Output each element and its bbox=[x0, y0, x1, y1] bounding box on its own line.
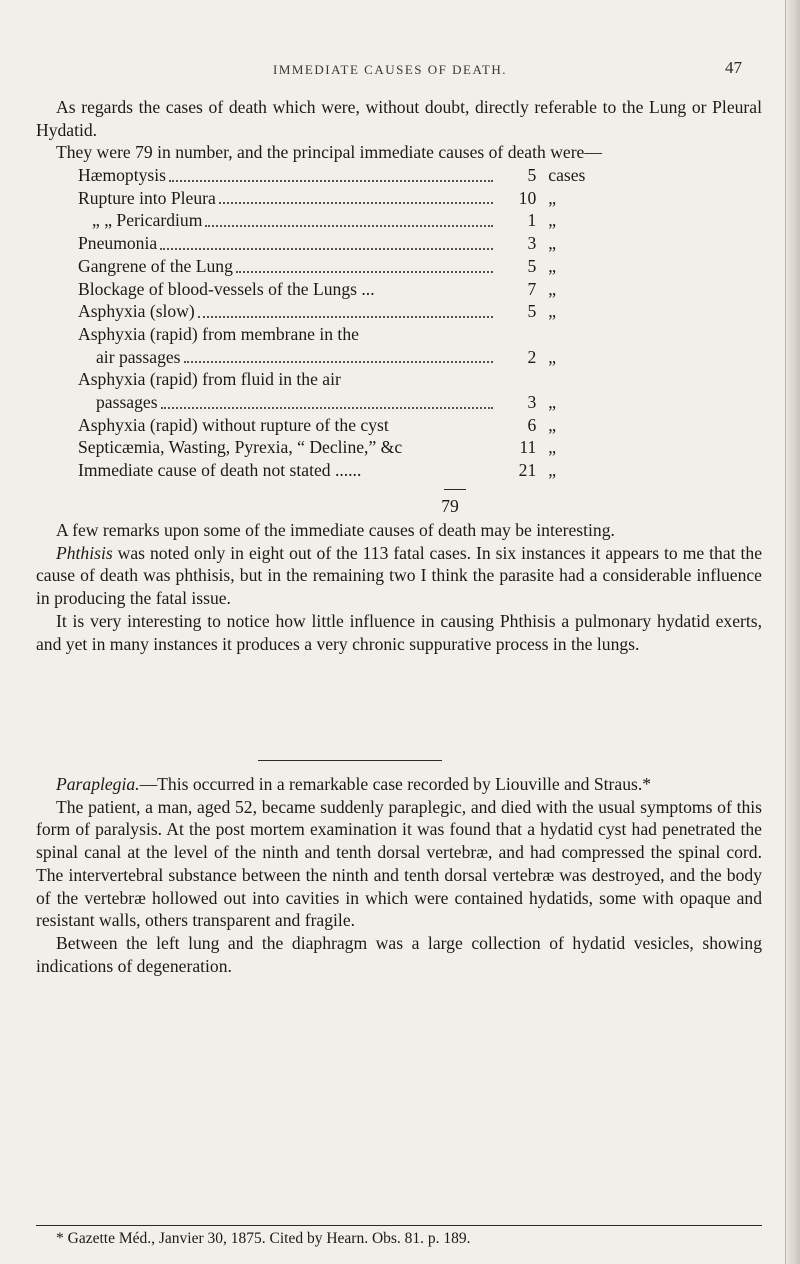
cause-label: Hæmoptysis bbox=[78, 165, 166, 185]
cause-unit: „ bbox=[548, 346, 557, 367]
paraplegia-paragraph-3: Between the left lung and the diaphragm was a large collection of hydatid vesicles, showing indications of degeneration. bbox=[36, 932, 762, 976]
leader-dots bbox=[219, 202, 494, 204]
cause-label: Gangrene of the Lung bbox=[78, 255, 233, 276]
cause-label: Rupture into Pleura bbox=[78, 187, 216, 208]
footnote: * Gazette Méd., Janvier 30, 1875. Cited by Hearn. Obs. 81. p. 189. bbox=[56, 1230, 471, 1247]
cause-row-continuation bbox=[78, 391, 618, 414]
cause-label-cont: air passages bbox=[96, 346, 181, 367]
cause-row bbox=[78, 209, 618, 232]
cause-unit: „ bbox=[548, 233, 557, 254]
cause-label: Asphyxia (rapid) without rupture of the cyst bbox=[78, 414, 389, 435]
phthisis-text: was noted only in eight out of the 113 fatal cases. In six instances it appears to me that the cause of death was phthisis, but in the remaining two I think the parasite had a considerable influence in producing the fatal issue. bbox=[36, 542, 762, 609]
cause-count: 1 bbox=[527, 210, 537, 231]
leader-dots bbox=[161, 407, 494, 409]
cause-row bbox=[78, 232, 618, 255]
cause-count: 11 bbox=[519, 437, 537, 458]
cause-unit: „ bbox=[548, 278, 557, 299]
cause-label: „ „ Pericardium bbox=[92, 210, 203, 231]
intro-paragraph-1: As regards the cases of death which were, without doubt, directly referable to the Lung or Pleural Hydatid. bbox=[36, 97, 762, 140]
intro-section bbox=[36, 96, 762, 164]
cause-row-first-line bbox=[78, 323, 618, 346]
cause-row bbox=[78, 255, 618, 278]
cause-count: 3 bbox=[527, 392, 537, 413]
paraplegia-text: —This occurred in a remarkable case recorded by Liouville and Straus.* bbox=[139, 774, 652, 794]
cause-row bbox=[78, 459, 618, 482]
cause-row bbox=[78, 414, 618, 437]
intro-paragraph-2: They were 79 in number, and the principal immediate causes of death were— bbox=[56, 142, 602, 163]
cause-label: Septicæmia, Wasting, Pyrexia, “ Decline,” &c bbox=[78, 437, 403, 458]
page-number: 47 bbox=[725, 58, 742, 77]
cause-count: 10 bbox=[518, 187, 537, 208]
cause-unit: „ bbox=[548, 255, 557, 276]
paraplegia-paragraph-2: The patient, a man, aged 52, became suddenly paraplegic, and died with the usual symptoms of this form of paralysis. At the post mortem examination it was found that a hydatid cyst had penetrated the spinal canal at the level of the ninth and tenth dorsal vertebræ, and had compressed the spinal cord. The intervertebral substance between the ninth and tenth dorsal vertebræ was destroyed, and the body of the vertebræ hollowed out into cavities in which were contained hydatids, some with opaque and resistant walls, others transparent and fragile. bbox=[36, 796, 762, 931]
cause-label: Asphyxia (slow) bbox=[78, 301, 195, 322]
cause-row bbox=[78, 278, 618, 301]
cause-unit: cases bbox=[548, 165, 586, 185]
leader-dots bbox=[160, 248, 493, 250]
cause-count: 2 bbox=[527, 346, 537, 367]
paraplegia-section bbox=[36, 773, 762, 977]
section-separator bbox=[258, 760, 442, 761]
remarks-section bbox=[36, 519, 762, 655]
cause-label: Pneumonia bbox=[78, 233, 158, 254]
cause-row bbox=[78, 164, 618, 187]
cause-count: 7 bbox=[527, 278, 537, 299]
cause-count: 6 bbox=[527, 414, 537, 435]
cause-label-cont: passages bbox=[96, 392, 158, 413]
causes-table bbox=[78, 164, 618, 482]
cause-row bbox=[78, 300, 618, 323]
page-edge bbox=[785, 0, 800, 1264]
cause-row bbox=[78, 436, 618, 459]
phthisis-term: Phthisis bbox=[56, 542, 113, 563]
cause-row-first-line bbox=[78, 368, 618, 391]
running-head: IMMEDIATE CAUSES OF DEATH. bbox=[272, 62, 507, 77]
total-count: 79 bbox=[441, 496, 459, 516]
phthisis-paragraph bbox=[36, 542, 762, 610]
cause-count: 3 bbox=[527, 233, 537, 254]
cause-row-continuation bbox=[78, 346, 618, 369]
cause-label: Blockage of blood-vessels of the Lungs ... bbox=[78, 278, 375, 299]
cause-unit: „ bbox=[548, 187, 557, 208]
cause-count: 5 bbox=[527, 301, 537, 322]
leader-dots bbox=[169, 180, 493, 182]
cause-count: 5 bbox=[527, 255, 537, 276]
remarks-paragraph-1: A few remarks upon some of the immediate causes of death may be interesting. bbox=[56, 520, 615, 540]
leader-dots bbox=[205, 225, 493, 227]
cause-label: Asphyxia (rapid) from membrane in the bbox=[78, 323, 359, 344]
leader-dots bbox=[236, 271, 494, 273]
cause-label: Immediate cause of death not stated ...... bbox=[78, 460, 362, 481]
cause-label: Asphyxia (rapid) from fluid in the air bbox=[78, 369, 341, 390]
cause-count: 21 bbox=[518, 460, 537, 481]
paraplegia-term: Paraplegia. bbox=[56, 774, 140, 794]
cause-unit: „ bbox=[548, 414, 557, 435]
cause-unit: „ bbox=[548, 210, 557, 231]
paraplegia-paragraph-1 bbox=[36, 773, 762, 796]
cause-unit: „ bbox=[548, 460, 557, 481]
total-rule bbox=[444, 489, 466, 490]
leader-dots bbox=[184, 361, 494, 363]
cause-unit: „ bbox=[548, 301, 557, 322]
cause-row bbox=[78, 187, 618, 210]
cause-unit: „ bbox=[548, 392, 557, 413]
cause-unit: „ bbox=[548, 437, 557, 458]
cause-count: 5 bbox=[527, 165, 537, 185]
leader-dots bbox=[198, 316, 494, 318]
footnote-rule bbox=[36, 1225, 762, 1226]
remarks-paragraph-3: It is very interesting to notice how little influence in causing Phthisis a pulmonary hydatid exerts, and yet in many instances it produces a very chronic suppurative process in the lungs. bbox=[36, 610, 762, 654]
